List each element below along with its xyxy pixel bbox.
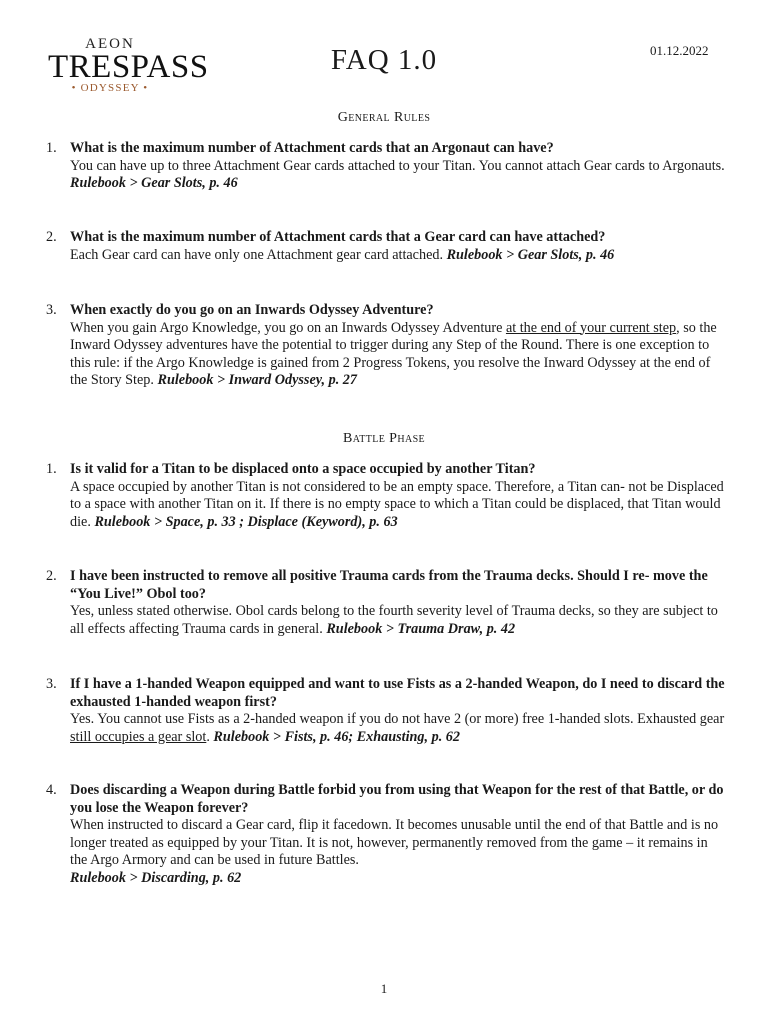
faq-question: What is the maximum number of Attachment cards that a Gear card can have attached? xyxy=(70,229,606,245)
faq-number: 3. xyxy=(46,676,57,692)
faq-answer xyxy=(70,479,726,532)
faq-answer-text: When you gain Argo Knowledge, you go on an Inwards Odyssey Adventure xyxy=(70,319,506,336)
faq-item xyxy=(46,140,726,193)
faq-number: 1. xyxy=(46,140,57,156)
document-title: FAQ 1.0 xyxy=(330,44,438,76)
faq-answer xyxy=(70,158,726,193)
faq-number: 3. xyxy=(46,302,57,318)
rulebook-reference: Rulebook > Trauma Draw, p. 42 xyxy=(326,620,516,637)
faq-question: What is the maximum number of Attachment cards that an Argonaut can have? xyxy=(70,140,554,156)
faq-answer xyxy=(70,603,726,638)
faq-number: 4. xyxy=(46,782,57,798)
faq-question: When exactly do you go on an Inwards Odyssey Adventure? xyxy=(70,302,434,318)
document-date: 01.12.2022 xyxy=(650,43,709,58)
faq-question: Is it valid for a Titan to be displaced onto a space occupied by another Titan? xyxy=(70,461,536,477)
faq-number: 1. xyxy=(46,461,57,477)
rulebook-reference: Rulebook > Gear Slots, p. 46 xyxy=(70,175,238,192)
underlined-phrase: still occupies a gear slot xyxy=(70,728,207,745)
section-heading-general-rules: General Rules xyxy=(337,110,431,125)
faq-answer-text: A space occupied by another Titan is not considered to be an empty space. Therefore, a Titan can- not be Displaced to a space with another Titan on it. If there is no empty space to which a Titan could be displaced, that Titan would die. xyxy=(70,478,724,530)
underlined-phrase: at the end of your current step xyxy=(505,319,677,336)
faq-item xyxy=(46,461,726,531)
faq-item xyxy=(46,782,726,888)
page-number: 1 xyxy=(380,981,388,996)
rulebook-reference: Rulebook > Fists, p. 46; Exhausting, p. 62 xyxy=(213,728,460,745)
faq-answer-text: . xyxy=(206,728,214,745)
faq-answer xyxy=(70,320,726,390)
faq-item xyxy=(46,229,726,264)
faq-number: 2. xyxy=(46,568,57,584)
faq-answer-text: , so the Inward Odyssey adventures have the potential to trigger during any Step of the Round. There is one exception to this rule: if the Argo Knowledge is gained from 2 Progress Tokens, you resolve the Inward Odyssey at the end of the Story Step. xyxy=(70,319,717,389)
faq-answer-text: Each Gear card can have only one Attachment gear card attached. xyxy=(70,246,447,263)
faq-item xyxy=(46,302,726,390)
faq-answer-text: Yes, unless stated otherwise. Obol cards belong to the fourth severity level of Trauma decks, so they are subject to all effects affecting Trauma cards in general. xyxy=(70,603,718,637)
logo-sub-text: • ODYSSEY • xyxy=(71,82,149,94)
faq-answer-text: You can have up to three Attachment Gear cards attached to your Titan. You cannot attach Gear cards to Argonauts. xyxy=(70,157,725,174)
logo-main-text: TRESPASS xyxy=(48,49,209,85)
faq-answer xyxy=(70,711,726,746)
rulebook-reference: Rulebook > Inward Odyssey, p. 27 xyxy=(157,372,357,389)
faq-item xyxy=(46,568,726,638)
rulebook-reference: Rulebook > Gear Slots, p. 46 xyxy=(446,246,615,263)
faq-answer-text: Yes. You cannot use Fists as a 2-handed weapon if you do not have 2 (or more) free 1-handed slots. Exhausted gear xyxy=(70,711,725,728)
faq-number: 2. xyxy=(46,229,57,245)
faq-answer-text: When instructed to discard a Gear card, flip it facedown. It becomes unusable until the end of that Battle and is no longer treated as equipped by your Titan. It is not, however, permanently removed from the game – it remains in the Argo Armory and can be used in future Battles. xyxy=(70,817,719,869)
faq-item xyxy=(46,676,726,746)
rulebook-reference: Rulebook > Discarding, p. 62 xyxy=(70,869,242,886)
section-heading-battle-phase: Battle Phase xyxy=(342,431,426,446)
logo-top-text: AEON xyxy=(85,36,135,52)
rulebook-reference: Rulebook > Space, p. 33 ; Displace (Keyword), p. 63 xyxy=(94,513,398,530)
faq-question: I have been instructed to remove all positive Trauma cards from the Trauma decks. Should I re- move the “You Live!” Obol too? xyxy=(70,568,708,602)
faq-question: If I have a 1-handed Weapon equipped and want to use Fists as a 2-handed Weapon, do I need to discard the exhausted 1-handed weapon first? xyxy=(70,676,725,710)
faq-answer xyxy=(70,247,726,265)
faq-question: Does discarding a Weapon during Battle forbid you from using that Weapon for the rest of that Battle, or do you lose the Weapon forever? xyxy=(70,782,724,816)
faq-answer xyxy=(70,817,726,887)
